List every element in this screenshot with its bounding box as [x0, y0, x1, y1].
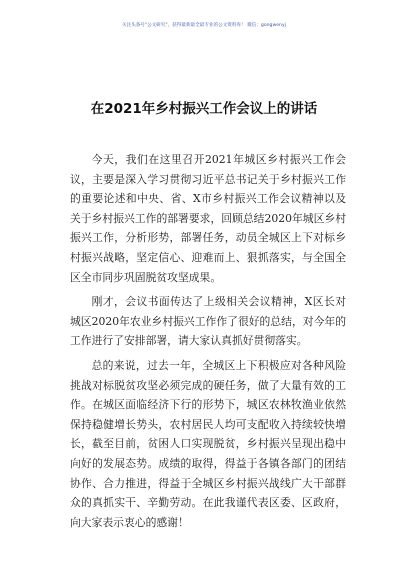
document-title: 在2021年乡村振兴工作会议上的讲话	[90, 101, 318, 117]
paragraph-achievements: 总的来说，过去一年，全城区上下积极应对各种风险挑战对标脱贫攻坚必须完成的硬任务，做了大量有效的工作。在城区面临经济下行的形势下，城区农林牧渔业依然保持稳健增长势头，农村居民人均可支配收入持续较快增长，截至目前，贫困人口实现脱贫，乡村振兴呈现出稳中向好的发展态势。成绩的取得，得益于各镇各部门的团结协作、合力推进，得益于全城区乡村振兴战线广大干部群众的真抓实干、辛勤劳动。在此我谨代表区委、区政府，向大家表示衷心的感谢！	[70, 358, 346, 529]
header-banner: 关注头条号"公文研究"，获得最新最全最专业的公文资料库！ 微信：gongwenyj	[122, 23, 286, 28]
paragraph-opening: 今天，我们在这里召开2021年城区乡村振兴工作会议，主要是深入学习贯彻习近平总书记关于乡村振兴工作的重要论述和中央、省、X市乡村振兴工作会议精神以及关于乡村振兴工作的部署要求，回顾总结2020年城区乡村振兴工作，分析形势，部署任务，动员全城区上下对标乡村振兴战略，坚定信心、迎难而上、狠抓落实，与全国全区全市同步巩固脱贫攻坚成果。	[70, 153, 346, 284]
document-body	[70, 150, 346, 537]
paragraph-meeting-summary: 刚才，会议书面传达了上级相关会议精神，X区长对城区2020年农业乡村振兴工作作了很好的总结，对今年的工作进行了安排部署，请大家认真抓好贯彻落实。	[70, 295, 346, 348]
